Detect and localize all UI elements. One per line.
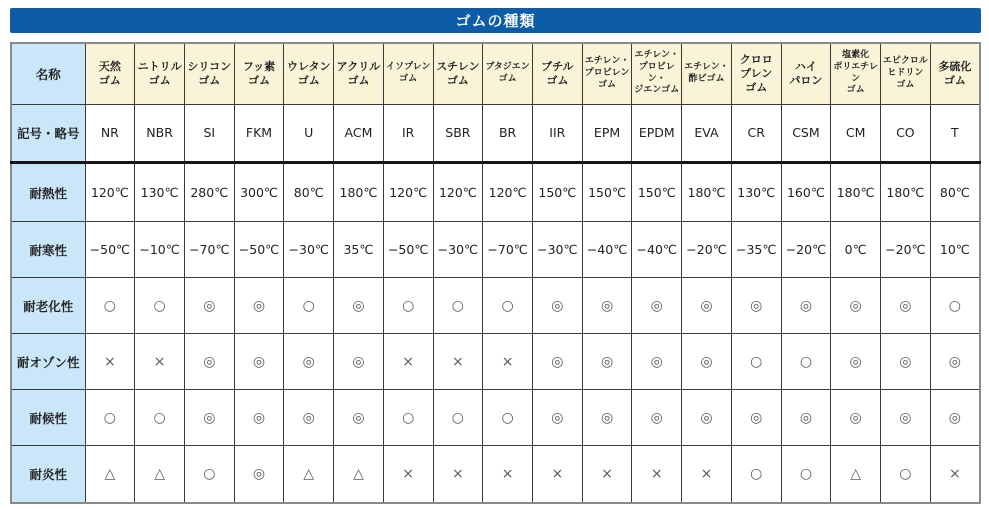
cell-cold-resistance-col12: −40℃ xyxy=(632,222,682,278)
table-header xyxy=(11,43,980,104)
cell-cold-resistance-col7: −50℃ xyxy=(383,222,433,278)
cell-flame-resistance-col13: × xyxy=(682,446,732,503)
cell-cold-resistance-col3: −70℃ xyxy=(184,222,234,278)
cell-ozone-resistance-col3: ◎ xyxy=(184,334,234,390)
cell-ozone-resistance-col1: × xyxy=(85,334,135,390)
cell-flame-resistance-col2: △ xyxy=(135,446,185,503)
cell-weather-resistance-col18: ◎ xyxy=(930,390,980,446)
cell-heat-resistance-col6: 180℃ xyxy=(334,163,384,222)
cell-weather-resistance-col4: ◎ xyxy=(234,390,284,446)
column-header-2: ニトリル ゴム xyxy=(135,43,185,104)
cell-ozone-resistance-col16: ◎ xyxy=(831,334,881,390)
cell-aging-resistance-col12: ◎ xyxy=(632,278,682,334)
cell-aging-resistance-col4: ◎ xyxy=(234,278,284,334)
cell-heat-resistance-col17: 180℃ xyxy=(881,163,931,222)
cell-heat-resistance-col14: 130℃ xyxy=(731,163,781,222)
cell-symbol-col6: ACM xyxy=(334,104,384,163)
row-label-heat-resistance: 耐熱性 xyxy=(11,163,85,222)
cell-heat-resistance-col15: 160℃ xyxy=(781,163,831,222)
cell-heat-resistance-col1: 120℃ xyxy=(85,163,135,222)
cell-weather-resistance-col11: ◎ xyxy=(582,390,632,446)
cell-aging-resistance-col16: ◎ xyxy=(831,278,881,334)
column-header-15: ハイ パロン xyxy=(781,43,831,104)
row-label-weather-resistance: 耐候性 xyxy=(11,390,85,446)
cell-ozone-resistance-col11: ◎ xyxy=(582,334,632,390)
cell-aging-resistance-col8: ○ xyxy=(433,278,483,334)
cell-symbol-col18: T xyxy=(930,104,980,163)
cell-symbol-col1: NR xyxy=(85,104,135,163)
cell-flame-resistance-col5: △ xyxy=(284,446,334,503)
cell-weather-resistance-col7: ○ xyxy=(383,390,433,446)
column-header-17: エピクロル ヒドリン ゴム xyxy=(881,43,931,104)
cell-heat-resistance-col7: 120℃ xyxy=(383,163,433,222)
row-label-symbol: 記号・略号 xyxy=(11,104,85,163)
cell-flame-resistance-col10: × xyxy=(532,446,582,503)
cell-weather-resistance-col15: ◎ xyxy=(781,390,831,446)
table-row-ozone-resistance xyxy=(11,334,980,390)
cell-heat-resistance-col13: 180℃ xyxy=(682,163,732,222)
column-header-8: スチレン ゴム xyxy=(433,43,483,104)
column-header-4: フッ素 ゴム xyxy=(234,43,284,104)
table-row-heat-resistance xyxy=(11,163,980,222)
cell-cold-resistance-col10: −30℃ xyxy=(532,222,582,278)
corner-header-name: 名称 xyxy=(11,43,85,104)
cell-flame-resistance-col15: ○ xyxy=(781,446,831,503)
cell-aging-resistance-col9: ○ xyxy=(483,278,533,334)
cell-ozone-resistance-col8: × xyxy=(433,334,483,390)
table-title: ゴムの種類 xyxy=(455,12,536,30)
cell-symbol-col14: CR xyxy=(731,104,781,163)
cell-heat-resistance-col9: 120℃ xyxy=(483,163,533,222)
cell-flame-resistance-col6: △ xyxy=(334,446,384,503)
cell-ozone-resistance-col13: ◎ xyxy=(682,334,732,390)
cell-weather-resistance-col6: ◎ xyxy=(334,390,384,446)
cell-ozone-resistance-col7: × xyxy=(383,334,433,390)
cell-weather-resistance-col17: ◎ xyxy=(881,390,931,446)
table-row-aging-resistance xyxy=(11,278,980,334)
cell-flame-resistance-col17: ○ xyxy=(881,446,931,503)
cell-heat-resistance-col18: 80℃ xyxy=(930,163,980,222)
column-header-13: エチレン・ 酢ビゴム xyxy=(682,43,732,104)
cell-cold-resistance-col9: −70℃ xyxy=(483,222,533,278)
column-header-10: ブチル ゴム xyxy=(532,43,582,104)
column-header-18: 多硫化 ゴム xyxy=(930,43,980,104)
cell-ozone-resistance-col5: ◎ xyxy=(284,334,334,390)
cell-heat-resistance-col16: 180℃ xyxy=(831,163,881,222)
cell-aging-resistance-col11: ◎ xyxy=(582,278,632,334)
cell-weather-resistance-col13: ◎ xyxy=(682,390,732,446)
cell-ozone-resistance-col18: ◎ xyxy=(930,334,980,390)
cell-symbol-col2: NBR xyxy=(135,104,185,163)
cell-weather-resistance-col16: ◎ xyxy=(831,390,881,446)
cell-flame-resistance-col16: △ xyxy=(831,446,881,503)
table-row-weather-resistance xyxy=(11,390,980,446)
row-label-ozone-resistance: 耐オゾン性 xyxy=(11,334,85,390)
cell-flame-resistance-col11: × xyxy=(582,446,632,503)
cell-flame-resistance-col18: × xyxy=(930,446,980,503)
column-header-12: エチレン・ プロピレン・ ジエンゴム xyxy=(632,43,682,104)
cell-flame-resistance-col12: × xyxy=(632,446,682,503)
cell-cold-resistance-col15: −20℃ xyxy=(781,222,831,278)
cell-ozone-resistance-col4: ◎ xyxy=(234,334,284,390)
row-label-cold-resistance: 耐寒性 xyxy=(11,222,85,278)
cell-aging-resistance-col5: ○ xyxy=(284,278,334,334)
column-header-3: シリコン ゴム xyxy=(184,43,234,104)
cell-aging-resistance-col18: ○ xyxy=(930,278,980,334)
table-row-symbol xyxy=(11,104,980,163)
cell-symbol-col9: BR xyxy=(483,104,533,163)
cell-weather-resistance-col5: ◎ xyxy=(284,390,334,446)
cell-aging-resistance-col2: ○ xyxy=(135,278,185,334)
cell-weather-resistance-col3: ◎ xyxy=(184,390,234,446)
column-header-11: エチレン・ プロピレン ゴム xyxy=(582,43,632,104)
cell-cold-resistance-col11: −40℃ xyxy=(582,222,632,278)
cell-cold-resistance-col1: −50℃ xyxy=(85,222,135,278)
cell-aging-resistance-col10: ◎ xyxy=(532,278,582,334)
cell-cold-resistance-col14: −35℃ xyxy=(731,222,781,278)
cell-heat-resistance-col5: 80℃ xyxy=(284,163,334,222)
row-label-aging-resistance: 耐老化性 xyxy=(11,278,85,334)
cell-ozone-resistance-col6: ◎ xyxy=(334,334,384,390)
cell-ozone-resistance-col10: ◎ xyxy=(532,334,582,390)
cell-heat-resistance-col11: 150℃ xyxy=(582,163,632,222)
cell-aging-resistance-col6: ◎ xyxy=(334,278,384,334)
cell-cold-resistance-col16: 0℃ xyxy=(831,222,881,278)
cell-aging-resistance-col13: ◎ xyxy=(682,278,732,334)
cell-ozone-resistance-col2: × xyxy=(135,334,185,390)
cell-flame-resistance-col14: ○ xyxy=(731,446,781,503)
cell-aging-resistance-col15: ◎ xyxy=(781,278,831,334)
cell-symbol-col16: CM xyxy=(831,104,881,163)
cell-flame-resistance-col9: × xyxy=(483,446,533,503)
cell-cold-resistance-col18: 10℃ xyxy=(930,222,980,278)
cell-symbol-col11: EPM xyxy=(582,104,632,163)
column-header-row xyxy=(11,43,980,104)
cell-heat-resistance-col12: 150℃ xyxy=(632,163,682,222)
cell-cold-resistance-col4: −50℃ xyxy=(234,222,284,278)
rubber-types-table xyxy=(10,42,981,504)
cell-symbol-col15: CSM xyxy=(781,104,831,163)
cell-weather-resistance-col10: ◎ xyxy=(532,390,582,446)
cell-cold-resistance-col17: −20℃ xyxy=(881,222,931,278)
cell-weather-resistance-col9: ○ xyxy=(483,390,533,446)
cell-symbol-col5: U xyxy=(284,104,334,163)
cell-symbol-col10: IIR xyxy=(532,104,582,163)
cell-heat-resistance-col8: 120℃ xyxy=(433,163,483,222)
cell-weather-resistance-col1: ○ xyxy=(85,390,135,446)
cell-cold-resistance-col2: −10℃ xyxy=(135,222,185,278)
cell-cold-resistance-col8: −30℃ xyxy=(433,222,483,278)
column-header-16: 塩素化 ポリエチレン ゴム xyxy=(831,43,881,104)
cell-symbol-col4: FKM xyxy=(234,104,284,163)
cell-cold-resistance-col5: −30℃ xyxy=(284,222,334,278)
cell-aging-resistance-col1: ○ xyxy=(85,278,135,334)
cell-weather-resistance-col12: ◎ xyxy=(632,390,682,446)
cell-ozone-resistance-col14: ○ xyxy=(731,334,781,390)
cell-weather-resistance-col8: ○ xyxy=(433,390,483,446)
cell-flame-resistance-col3: ○ xyxy=(184,446,234,503)
column-header-6: アクリル ゴム xyxy=(334,43,384,104)
cell-aging-resistance-col7: ○ xyxy=(383,278,433,334)
cell-flame-resistance-col1: △ xyxy=(85,446,135,503)
cell-ozone-resistance-col17: ◎ xyxy=(881,334,931,390)
cell-aging-resistance-col14: ◎ xyxy=(731,278,781,334)
column-header-1: 天然 ゴム xyxy=(85,43,135,104)
cell-heat-resistance-col2: 130℃ xyxy=(135,163,185,222)
cell-aging-resistance-col17: ◎ xyxy=(881,278,931,334)
row-label-flame-resistance: 耐炎性 xyxy=(11,446,85,503)
table-row-cold-resistance xyxy=(11,222,980,278)
cell-weather-resistance-col2: ○ xyxy=(135,390,185,446)
table-body xyxy=(11,104,980,503)
cell-symbol-col13: EVA xyxy=(682,104,732,163)
table-title-bar xyxy=(10,8,981,33)
cell-cold-resistance-col6: 35℃ xyxy=(334,222,384,278)
cell-symbol-col7: IR xyxy=(383,104,433,163)
column-header-7: イソプレン ゴム xyxy=(383,43,433,104)
cell-flame-resistance-col4: ◎ xyxy=(234,446,284,503)
cell-flame-resistance-col7: × xyxy=(383,446,433,503)
cell-heat-resistance-col3: 280℃ xyxy=(184,163,234,222)
cell-symbol-col8: SBR xyxy=(433,104,483,163)
cell-heat-resistance-col10: 150℃ xyxy=(532,163,582,222)
cell-ozone-resistance-col12: ◎ xyxy=(632,334,682,390)
cell-ozone-resistance-col9: × xyxy=(483,334,533,390)
cell-weather-resistance-col14: ◎ xyxy=(731,390,781,446)
column-header-14: クロロ プレン ゴム xyxy=(731,43,781,104)
table-row-flame-resistance xyxy=(11,446,980,503)
cell-symbol-col17: CO xyxy=(881,104,931,163)
cell-ozone-resistance-col15: ○ xyxy=(781,334,831,390)
cell-flame-resistance-col8: × xyxy=(433,446,483,503)
cell-symbol-col12: EPDM xyxy=(632,104,682,163)
cell-symbol-col3: SI xyxy=(184,104,234,163)
column-header-9: ブタジエン ゴム xyxy=(483,43,533,104)
cell-heat-resistance-col4: 300℃ xyxy=(234,163,284,222)
cell-cold-resistance-col13: −20℃ xyxy=(682,222,732,278)
column-header-5: ウレタン ゴム xyxy=(284,43,334,104)
cell-aging-resistance-col3: ◎ xyxy=(184,278,234,334)
